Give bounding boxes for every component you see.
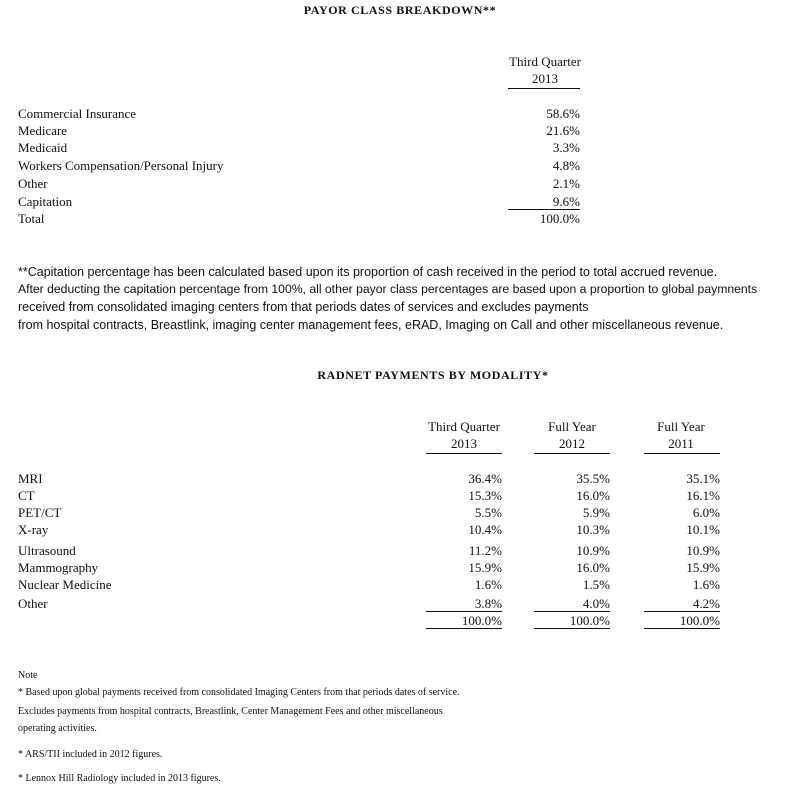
modality-total-value: 100.0% bbox=[461, 613, 502, 628]
notes-line: * Lennox Hill Radiology included in 2013 figures. bbox=[18, 773, 221, 784]
payor-footnote-line: from hospital contracts, Breastlink, imaging center management fees, eRAD, Imaging on Call and other miscellaneous revenue. bbox=[18, 318, 724, 332]
payor-column-header-period: Third Quarter bbox=[509, 54, 581, 69]
payor-row-value: 9.6% bbox=[552, 194, 580, 209]
modality-header-underline bbox=[534, 453, 610, 454]
modality-total-double-rule bbox=[426, 628, 502, 629]
modality-row-label: MRI bbox=[18, 471, 43, 486]
modality-row-value: 16.0% bbox=[576, 488, 610, 503]
payor-row-label: Commercial Insurance bbox=[18, 106, 137, 121]
modality-column-header-year: 2012 bbox=[559, 436, 585, 451]
modality-row-label: X-ray bbox=[18, 522, 49, 537]
modality-row-label: Mammography bbox=[18, 560, 99, 575]
modality-row-value: 1.6% bbox=[692, 577, 720, 592]
modality-row-value: 35.5% bbox=[576, 471, 610, 486]
modality-column-header bbox=[527, 418, 617, 452]
modality-row-value: 10.3% bbox=[576, 522, 610, 537]
modality-row-label: CT bbox=[18, 488, 35, 503]
modality-row-value: 11.2% bbox=[468, 543, 502, 558]
payor-row-label: Medicaid bbox=[18, 140, 68, 155]
modality-header-underline bbox=[426, 453, 502, 454]
modality-row-value: 35.1% bbox=[686, 471, 720, 486]
modality-total-value: 100.0% bbox=[569, 613, 610, 628]
modality-column-header-year: 2011 bbox=[668, 436, 694, 451]
payor-row-label: Capitation bbox=[18, 194, 73, 209]
payor-row-label: Other bbox=[18, 176, 48, 191]
modality-row-label: PET/CT bbox=[18, 505, 62, 520]
modality-row-value: 3.8% bbox=[474, 596, 502, 611]
modality-row-value: 15.3% bbox=[468, 488, 502, 503]
modality-row-value: 1.6% bbox=[474, 577, 502, 592]
modality-column-header-period: Third Quarter bbox=[428, 419, 500, 434]
modality-row-value: 10.4% bbox=[468, 522, 502, 537]
modality-row-value: 16.1% bbox=[686, 488, 720, 503]
payor-row-value: 21.6% bbox=[546, 123, 580, 138]
modality-row-value: 5.9% bbox=[582, 505, 610, 520]
notes-line: * Based upon global payments received from consolidated Imaging Centers from that periods dates of service. bbox=[18, 687, 460, 698]
modality-row-value: 16.0% bbox=[576, 560, 610, 575]
modality-row-label: Nuclear Medicine bbox=[18, 577, 112, 592]
modality-row-value: 1.5% bbox=[582, 577, 610, 592]
modality-total-double-rule bbox=[534, 628, 610, 629]
modality-total-value: 100.0% bbox=[679, 613, 720, 628]
modality-header-underline bbox=[644, 453, 720, 454]
payor-footnote-line: received from consolidated imaging centers from that periods dates of services and excludes payments bbox=[18, 300, 589, 314]
payor-table-title: PAYOR CLASS BREAKDOWN** bbox=[303, 3, 497, 17]
modality-row-value: 4.2% bbox=[692, 596, 720, 611]
notes-line: * ARS/TII included in 2012 figures. bbox=[18, 749, 163, 760]
notes-line: operating activities. bbox=[18, 723, 97, 734]
modality-row-value: 5.5% bbox=[474, 505, 502, 520]
modality-row-value: 10.9% bbox=[576, 543, 610, 558]
modality-row-value: 10.1% bbox=[686, 522, 720, 537]
modality-column-header-period: Full Year bbox=[548, 419, 596, 434]
modality-row-value: 6.0% bbox=[692, 505, 720, 520]
modality-row-value: 4.0% bbox=[582, 596, 610, 611]
payor-row-label: Medicare bbox=[18, 123, 68, 138]
payor-footnote-line: After deducting the capitation percentage from 100%, all other payor class percentages are based upon a proportion to global paymnents bbox=[18, 282, 758, 296]
modality-total-double-rule bbox=[644, 628, 720, 629]
payor-row-value: 3.3% bbox=[552, 140, 580, 155]
notes-line: Excludes payments from hospital contracts, Breastlink, Center Management Fees and other miscellaneous bbox=[18, 706, 443, 717]
modality-row-value: 10.9% bbox=[686, 543, 720, 558]
modality-column-header-period: Full Year bbox=[657, 419, 705, 434]
modality-row-value: 15.9% bbox=[468, 560, 502, 575]
notes-heading: Note bbox=[18, 670, 38, 681]
payor-row-value: 2.1% bbox=[552, 176, 580, 191]
payor-column-header bbox=[504, 53, 586, 87]
modality-table-title: RADNET PAYMENTS BY MODALITY* bbox=[317, 368, 549, 382]
modality-column-header bbox=[636, 418, 726, 452]
payor-column-header-year: 2013 bbox=[532, 71, 558, 86]
payor-row-value: 58.6% bbox=[546, 106, 580, 121]
modality-column-header-year: 2013 bbox=[451, 436, 477, 451]
modality-row-value: 36.4% bbox=[468, 471, 502, 486]
modality-row-label: Other bbox=[18, 596, 48, 611]
payor-header-underline bbox=[508, 88, 580, 89]
modality-row-label: Ultrasound bbox=[18, 543, 76, 558]
modality-row-value: 15.9% bbox=[686, 560, 720, 575]
payor-footnote-line: **Capitation percentage has been calculated based upon its proportion of cash received in the period to total accrued revenue. bbox=[18, 265, 718, 279]
payor-row-value: 4.8% bbox=[552, 158, 580, 173]
payor-row-label: Workers Compensation/Personal Injury bbox=[18, 158, 224, 173]
payor-total-value: 100.0% bbox=[539, 211, 580, 226]
payor-total-label: Total bbox=[18, 211, 45, 226]
modality-column-header bbox=[418, 418, 510, 452]
